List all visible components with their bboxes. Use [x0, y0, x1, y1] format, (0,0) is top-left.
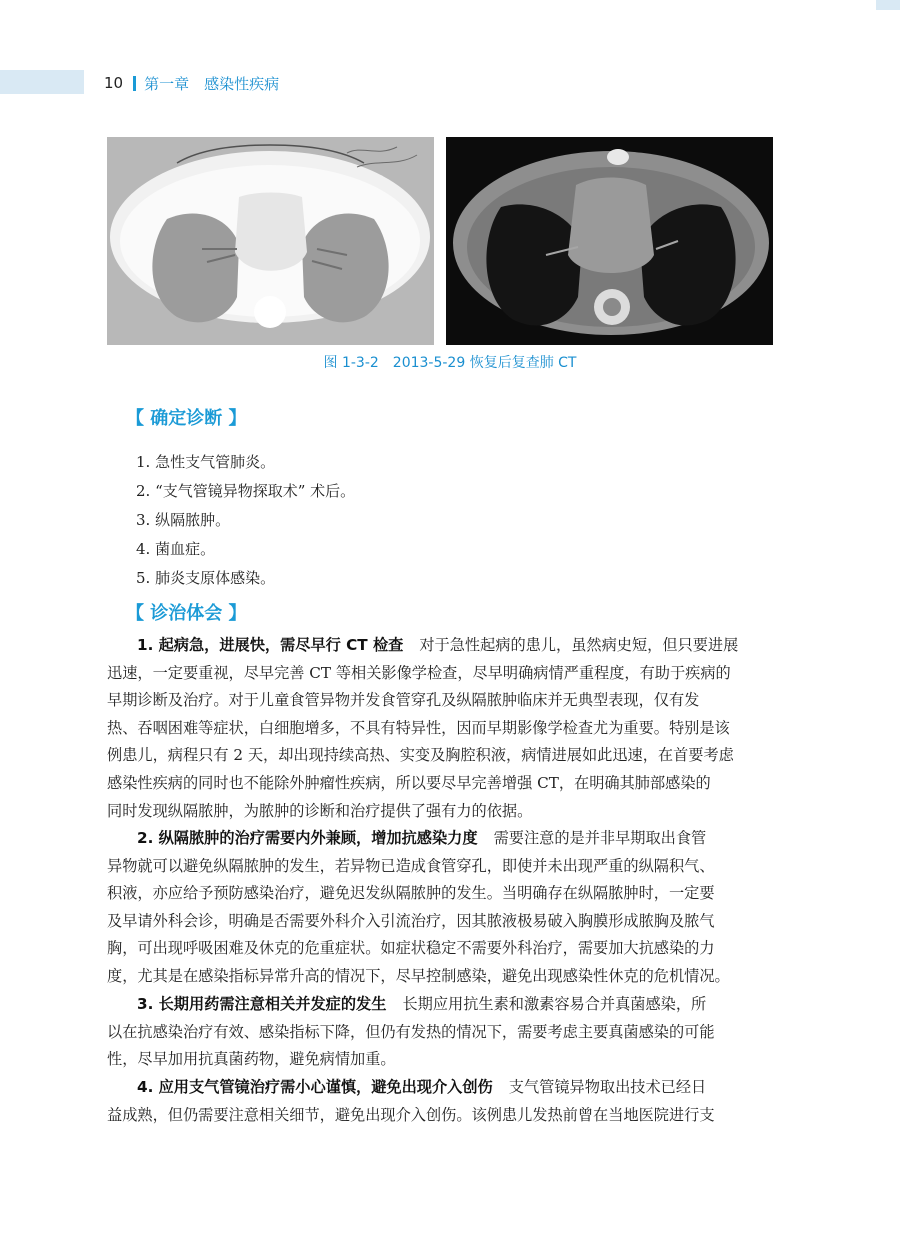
paragraph-line: 以在抗感染治疗有效、感染指标下降，但仍有发热的情况下，需要考虑主要真菌感染的可能 — [107, 1022, 715, 1041]
diagnosis-item: 4. 菌血症。 — [136, 540, 216, 558]
paragraph-line: 性，尽早加用抗真菌药物，避免病情加重。 — [107, 1050, 396, 1069]
page-number: 10 — [104, 74, 124, 92]
paragraph-line: 热、吞咽困难等症状，白细胞增多，不具有特异性，因而早期影像学检查尤为重要。特别是该 — [107, 718, 730, 737]
ct-image-mediastinal-window — [446, 137, 773, 345]
experience-paragraph-3 — [107, 991, 781, 1074]
diagnosis-item: 5. 肺炎支原体感染。 — [136, 569, 276, 587]
page-corner-mark — [876, 0, 900, 10]
paragraph-title: 2. 纵隔脓肿的治疗需要内外兼顾，增加抗感染力度 — [137, 829, 478, 847]
diagnosis-item: 3. 纵隔脓肿。 — [136, 511, 231, 529]
header-divider-bar — [133, 76, 136, 91]
ct-image-lung-window — [107, 137, 434, 345]
paragraph-title: 1. 起病急，进展快，需尽早行 CT 检查 — [137, 636, 404, 654]
chapter-title: 第一章 感染性疾病 — [144, 74, 280, 93]
ct-lung-window-illustration — [107, 137, 434, 345]
figure-caption: 图 1-3-2 2013-5-29 恢复后复查肺 CT — [323, 355, 577, 371]
paragraph-line: 同时发现纵隔脓肿，为脓肿的诊断和治疗提供了强有力的依据。 — [107, 801, 533, 820]
paragraph-line: 支气管镜异物取出技术已经日 — [508, 1078, 707, 1096]
diagnosis-item: 2. “支气管镜异物探取术” 术后。 — [136, 482, 356, 500]
paragraph-line: 感染性疾病的同时也不能除外肿瘤性疾病，所以要尽早完善增强 CT，在明确其肺部感染的 — [107, 773, 711, 792]
paragraph-title: 3. 长期用药需注意相关并发症的发生 — [137, 995, 387, 1013]
paragraph-line: 胸，可出现呼吸困难及休克的危重症状。如症状稳定不需要外科治疗，需要加大抗感染的力 — [107, 939, 715, 958]
running-header — [104, 72, 279, 94]
diagnosis-item: 1. 急性支气管肺炎。 — [136, 453, 276, 471]
paragraph-line: 长期应用抗生素和激素容易合并真菌感染，所 — [402, 995, 707, 1013]
paragraph-line: 例患儿，病程只有 2 天，却出现持续高热、实变及胸腔积液，病情进展如此迅速，在首要考虑 — [107, 746, 734, 765]
paragraph-title: 4. 应用支气管镜治疗需小心谨慎，避免出现介入创伤 — [137, 1078, 493, 1096]
header-band — [0, 70, 84, 94]
paragraph-line: 迅速，一定要重视，尽早完善 CT 等相关影像学检查，尽早明确病情严重程度，有助于疾病的 — [107, 663, 731, 682]
paragraph-line: 早期诊断及治疗。对于儿童食管异物并发食管穿孔及纵隔脓肿临床并无典型表现，仅有发 — [107, 691, 700, 710]
section-heading-experience: 【 诊治体会 】 — [126, 603, 247, 624]
ct-mediastinal-window-illustration — [446, 137, 773, 345]
paragraph-line: 异物就可以避免纵隔脓肿的发生，若异物已造成食管穿孔，即使并未出现严重的纵隔积气、 — [107, 856, 715, 875]
paragraph-line: 需要注意的是并非早期取出食管 — [493, 829, 707, 847]
section-heading-diagnosis: 【 确定诊断 】 — [126, 408, 247, 429]
experience-paragraph-1 — [107, 632, 781, 825]
paragraph-line: 度，尤其是在感染指标异常升高的情况下，尽早控制感染，避免出现感染性休克的危机情况。 — [107, 966, 730, 985]
paragraph-line: 积液，亦应给予预防感染治疗，避免迟发纵隔脓肿的发生。当明确存在纵隔脓肿时，一定要 — [107, 884, 715, 903]
paragraph-line: 及早请外科会诊，明确是否需要外科介入引流治疗，因其脓液极易破入胸膜形成脓胸及脓气 — [107, 911, 715, 930]
experience-paragraph-4 — [107, 1074, 781, 1129]
paragraph-line: 益成熟，但仍需要注意相关细节，避免出现介入创伤。该例患儿发热前曾在当地医院进行支 — [107, 1105, 715, 1124]
paragraph-line: 对于急性起病的患儿，虽然病史短，但只要进展 — [419, 636, 739, 654]
experience-paragraph-2 — [107, 825, 781, 991]
